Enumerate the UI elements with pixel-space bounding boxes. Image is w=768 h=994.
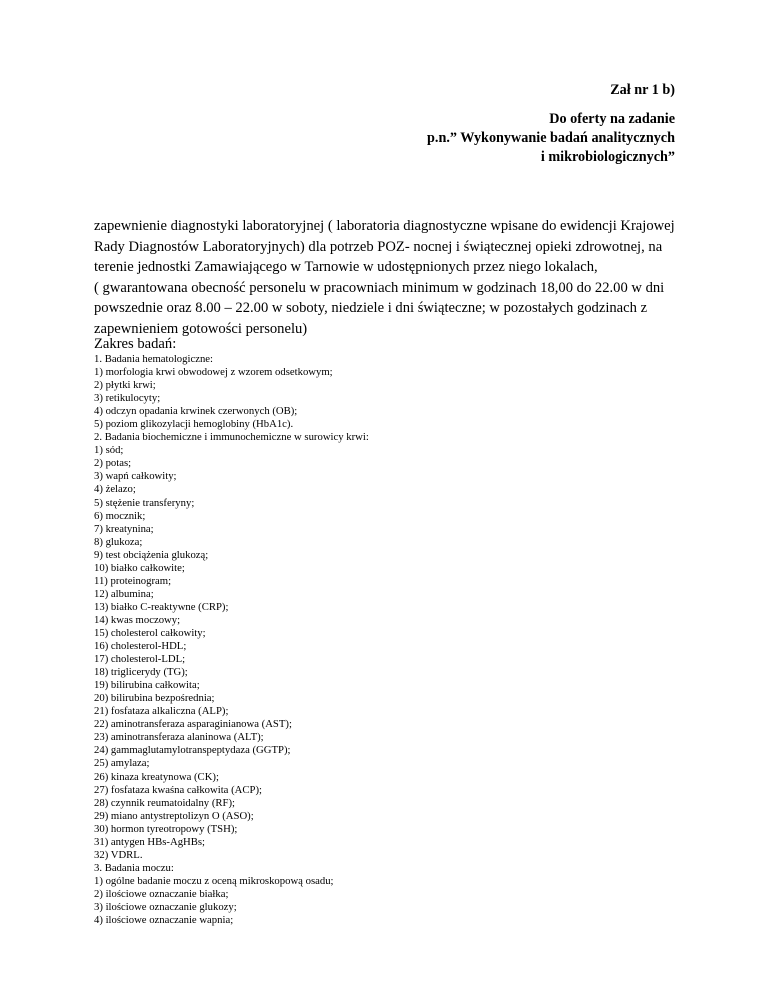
list-item: 32) VDRL.	[94, 848, 143, 861]
list-item: 6) mocznik;	[94, 509, 146, 522]
list-item: 2) potas;	[94, 457, 132, 470]
list-item: 20) bilirubina bezpośrednia;	[94, 692, 215, 705]
intro-line: terenie jednostki Zamawiającego w Tarnowie w udostępnionych przez niego lokalach,	[94, 259, 598, 276]
list-item: 4) odczyn opadania krwinek czerwonych (OB);	[94, 405, 298, 418]
list-item: 23) aminotransferaza alaninowa (ALT);	[94, 731, 264, 744]
intro-line: ( gwarantowana obecność personelu w pracowniach minimum w godzinach 18,00 do 22.00 w dni	[94, 279, 665, 296]
list-item: 30) hormon tyreotropowy (TSH);	[94, 822, 238, 835]
list-item: 21) fosfataza alkaliczna (ALP);	[94, 705, 229, 718]
list-item: 4) żelazo;	[94, 483, 136, 496]
list-item: 19) bilirubina całkowita;	[94, 679, 200, 692]
list-item: 27) fosfataza kwaśna całkowita (ACP);	[94, 783, 262, 796]
list-item: 7) kreatynina;	[94, 522, 154, 535]
scope-title: Zakres badań:	[94, 336, 177, 352]
list-item: 24) gammaglutamylotranspeptydaza (GGTP);	[94, 744, 291, 757]
list-item: 12) albumina;	[94, 587, 154, 600]
list-item: 28) czynnik reumatoidalny (RF);	[94, 796, 235, 809]
list-item: 25) amylaza;	[94, 757, 150, 770]
list-item: 17) cholesterol-LDL;	[94, 653, 186, 666]
list-item: 1) sód;	[94, 444, 124, 457]
list-item: 18) triglicerydy (TG);	[94, 666, 188, 679]
list-item: 10) białko całkowite;	[94, 561, 185, 574]
offer-line: Do oferty na zadanie	[549, 111, 675, 127]
intro-line: Rady Diagnostów Laboratoryjnych) dla potrzeb POZ- nocnej i świątecznej opieki zdrowotnej, na	[94, 238, 663, 255]
intro-paragraph	[94, 216, 674, 340]
list-item: 1) ogólne badanie moczu z oceną mikroskopową osadu;	[94, 874, 334, 887]
intro-line: zapewnienie diagnostyki laboratoryjnej ( laboratoria diagnostyczne wpisane do ewidencji Krajowej	[94, 218, 675, 234]
list-item: 2) płytki krwi;	[94, 379, 156, 392]
list-item: 2. Badania biochemiczne i immunochemiczne w surowicy krwi:	[94, 431, 369, 444]
list-item: 8) glukoza;	[94, 535, 143, 548]
offer-heading	[427, 110, 675, 167]
list-item: 3) retikulocyty;	[94, 392, 161, 405]
list-item: 5) stężenie transferyny;	[94, 496, 195, 509]
list-item: 2) ilościowe oznaczanie białka;	[94, 887, 229, 900]
list-item: 3. Badania moczu:	[94, 861, 174, 874]
list-item: 5) poziom glikozylacji hemoglobiny (HbA1c).	[94, 418, 294, 431]
list-item: 29) miano antystreptolizyn O (ASO);	[94, 809, 254, 822]
list-item: 14) kwas moczowy;	[94, 613, 181, 626]
list-item: 16) cholesterol-HDL;	[94, 640, 187, 653]
list-item: 11) proteinogram;	[94, 574, 172, 587]
list-item: 15) cholesterol całkowity;	[94, 626, 206, 639]
attachment-label: Zał nr 1 b)	[610, 82, 675, 98]
list-item: 3) ilościowe oznaczanie glukozy;	[94, 900, 237, 913]
test-list	[94, 353, 369, 927]
list-item: 1) morfologia krwi obwodowej z wzorem odsetkowym;	[94, 366, 333, 379]
list-item: 9) test obciążenia glukozą;	[94, 548, 209, 561]
offer-line: i mikrobiologicznych”	[540, 149, 675, 165]
intro-line: zapewnieniem gotowości personelu)	[94, 320, 308, 337]
list-item: 31) antygen HBs-AgHBs;	[94, 835, 206, 848]
list-item: 1. Badania hematologiczne:	[94, 353, 214, 365]
intro-line: powszednie oraz 8.00 – 22.00 w soboty, niedziele i dni świąteczne; w pozostałych godzinach z	[94, 300, 648, 317]
list-item: 3) wapń całkowity;	[94, 470, 177, 483]
list-item: 26) kinaza kreatynowa (CK);	[94, 770, 219, 783]
offer-line: p.n.” Wykonywanie badań analitycznych	[427, 130, 675, 146]
list-item: 13) białko C-reaktywne (CRP);	[94, 600, 229, 613]
list-item: 4) ilościowe oznaczanie wapnia;	[94, 914, 234, 927]
list-item: 22) aminotransferaza asparaginianowa (AST);	[94, 718, 292, 731]
